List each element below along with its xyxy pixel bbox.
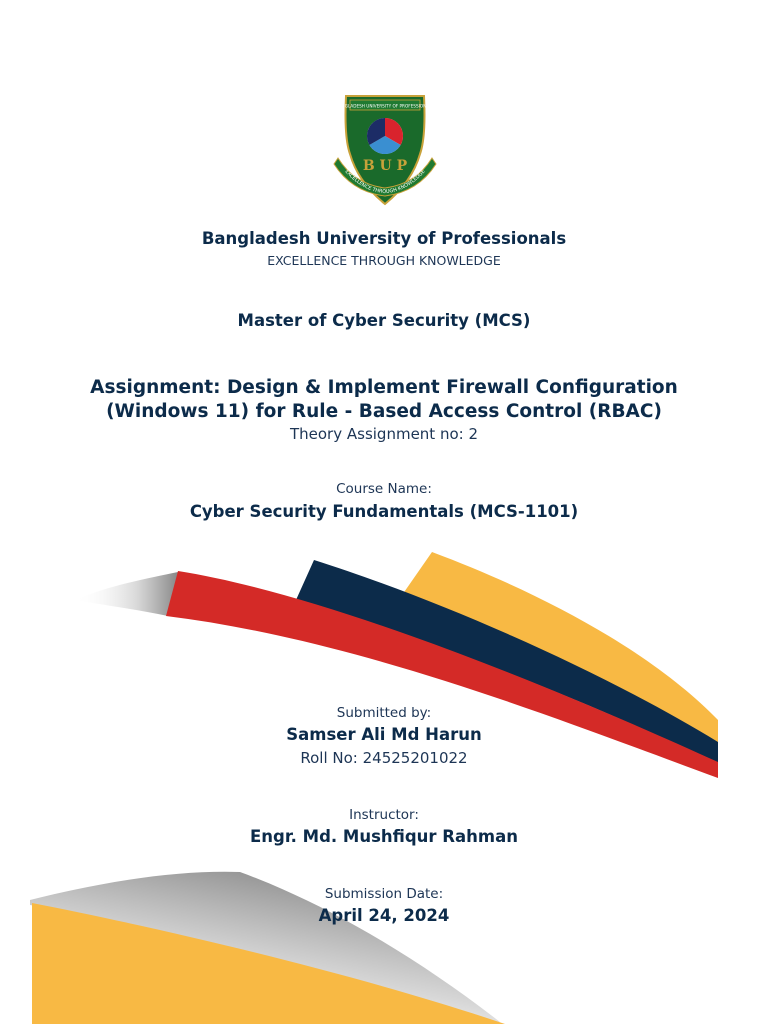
assignment-title-line1: Assignment: Design & Implement Firewall Configuration [90, 377, 678, 398]
assignment-title-line2: (Windows 11) for Rule - Based Access Control (RBAC) [106, 401, 662, 422]
logo-motto-ribbon: EXCELLENCE THROUGH KNOWLEDGE [343, 168, 427, 196]
logo-top-text: BANGLADESH UNIVERSITY OF PROFESSIONALS [335, 103, 435, 109]
submitted-label: Submitted by: [336, 705, 432, 721]
assignment-subtitle: Theory Assignment no: 2 [289, 425, 479, 443]
university-name: Bangladesh University of Professionals [201, 229, 567, 248]
student-name: Samser Ali Md Harun [286, 725, 482, 744]
course-label: Course Name: [336, 481, 432, 497]
swoosh-shadow-upper [75, 572, 178, 616]
logo-letters: B U P [362, 158, 408, 174]
program-name: Master of Cyber Security (MCS) [237, 311, 531, 330]
submission-date-label: Submission Date: [324, 886, 444, 902]
course-name: Cyber Security Fundamentals (MCS-1101) [189, 502, 579, 521]
university-logo [332, 92, 438, 210]
submission-date-value: April 24, 2024 [318, 906, 450, 925]
university-motto: EXCELLENCE THROUGH KNOWLEDGE [267, 253, 501, 268]
roll-number: Roll No: 24525201022 [300, 749, 468, 767]
instructor-name: Engr. Md. Mushfiqur Rahman [250, 827, 518, 846]
instructor-label: Instructor: [349, 807, 419, 823]
